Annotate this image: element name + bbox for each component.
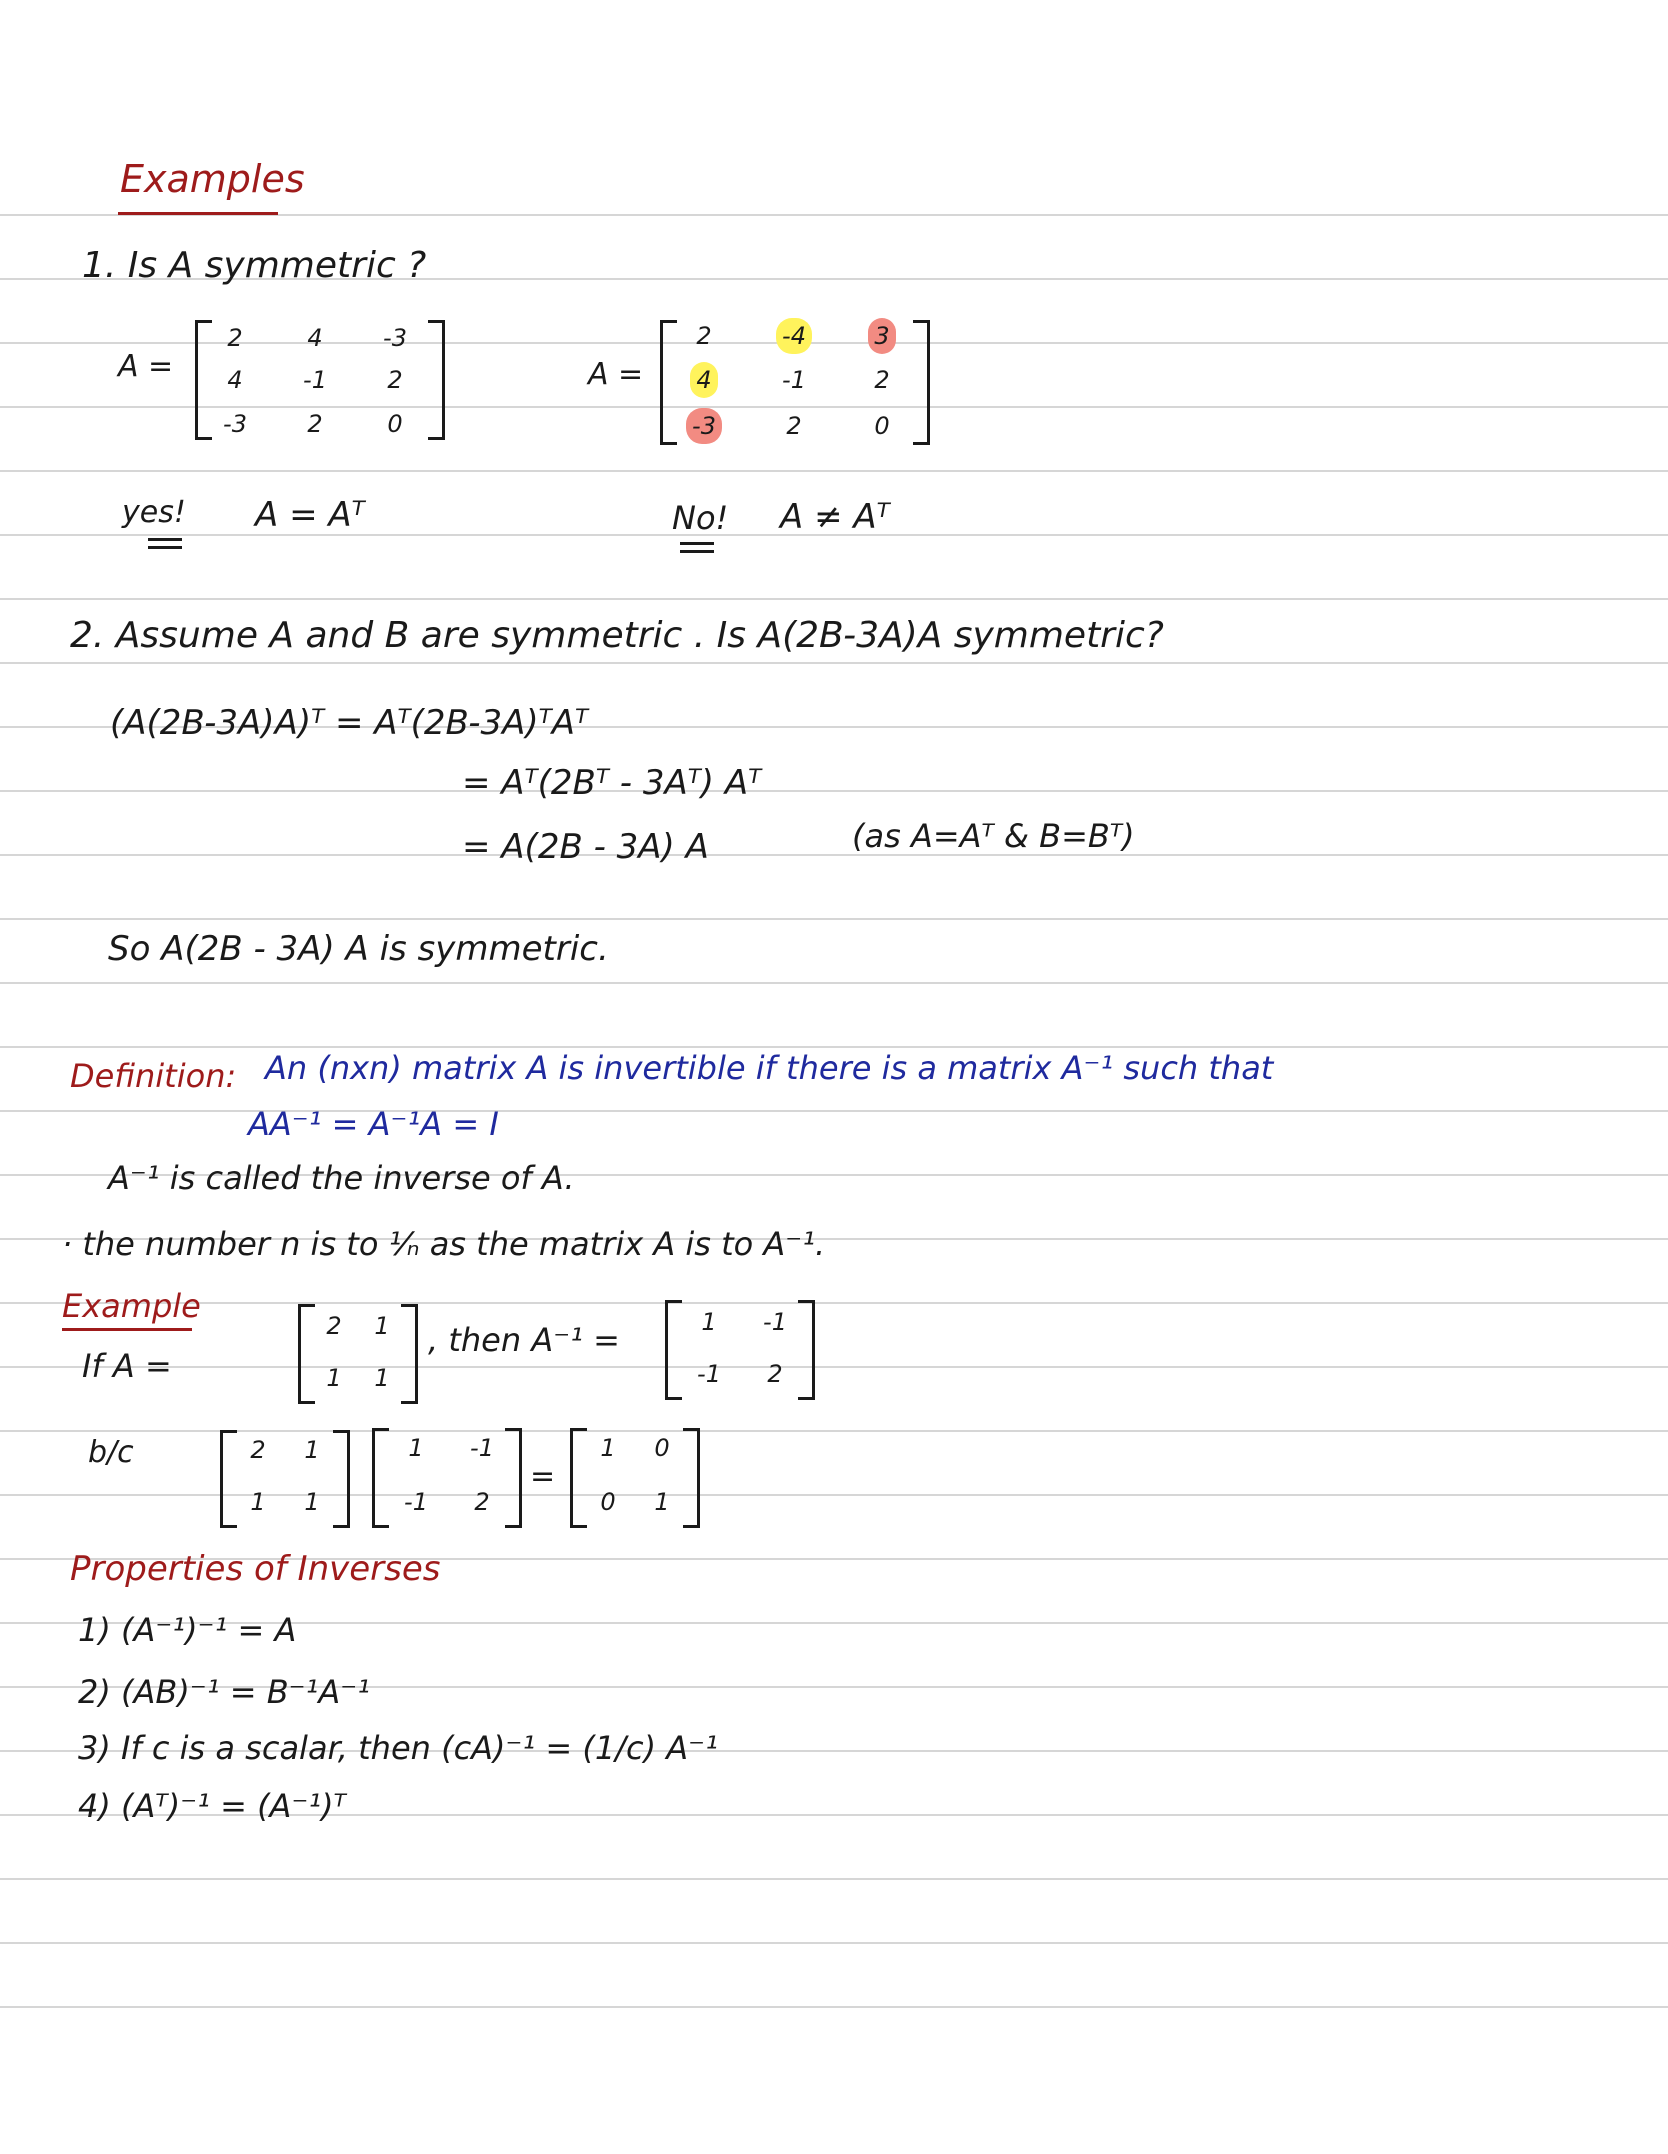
matrix-cell: -1 (404, 1488, 428, 1516)
matrix-right (660, 320, 930, 445)
matrix-cell: 1 (374, 1364, 390, 1392)
no-underline-2 (680, 550, 714, 553)
ex1-right-lhs: A = (588, 357, 644, 392)
matrix-cell: 1 (374, 1312, 390, 1340)
matrix-cell: 2 (786, 412, 802, 440)
yes-underline-2 (148, 546, 182, 549)
matrix-cell: 0 (387, 410, 403, 438)
matrix-cell: 0 (654, 1434, 670, 1462)
matrix-cell: 0 (600, 1488, 616, 1516)
matrix-cell: 4 (307, 324, 323, 352)
matrix-cell: 4 (227, 366, 243, 394)
property-item: 1) (A⁻¹)⁻¹ = A (78, 1611, 297, 1649)
matrix-cell: 1 (701, 1308, 717, 1336)
example2-if: If A = (82, 1347, 172, 1385)
matrix-cell: 1 (408, 1434, 424, 1462)
definition-equation: AA⁻¹ = A⁻¹A = I (248, 1105, 499, 1143)
check-matrix-b (372, 1428, 522, 1528)
matrix-cell: 2 (474, 1488, 490, 1516)
ex1-left-lhs: A = (118, 349, 174, 384)
ex1-question: 1. Is A symmetric ? (82, 245, 427, 286)
matrix-cell: -3 (383, 324, 407, 352)
ex2-reason: (as A=Aᵀ & B=Bᵀ) (852, 817, 1135, 855)
examples-heading: Examples (120, 157, 305, 201)
analogy-note: · the number n is to ¹⁄ₙ as the matrix A is to A⁻¹. (62, 1225, 826, 1263)
example2-heading-underline (62, 1328, 192, 1331)
ex2-line3: = A(2B - 3A) A (462, 827, 709, 867)
matrix-cell: 1 (326, 1364, 342, 1392)
matrix-cell: 1 (250, 1488, 266, 1516)
matrix-cell: -1 (697, 1360, 721, 1388)
yes-underline-1 (148, 538, 182, 541)
matrix-cell: 1 (600, 1434, 616, 1462)
matrix-cell: 4 (674, 368, 734, 392)
matrix-cell: 2 (387, 366, 403, 394)
matrix-cell: -1 (782, 366, 806, 394)
check-equals: = (530, 1459, 556, 1494)
definition-text: An (nxn) matrix A is invertible if there is a matrix A⁻¹ such that (265, 1049, 1274, 1087)
matrix-a (298, 1304, 418, 1404)
property-item: 2) (AB)⁻¹ = B⁻¹A⁻¹ (78, 1673, 370, 1711)
yes-word: yes! (122, 495, 186, 530)
matrix-cell: 0 (874, 412, 890, 440)
matrix-cell: 3 (852, 324, 912, 348)
definition-label: Definition: (70, 1057, 237, 1095)
ex2-line1: (A(2B-3A)A)ᵀ = Aᵀ(2B-3A)ᵀAᵀ (110, 703, 589, 743)
matrix-cell: 1 (304, 1436, 320, 1464)
matrix-cell: 1 (654, 1488, 670, 1516)
no-relation: A ≠ Aᵀ (780, 497, 890, 537)
no-word: No! (672, 499, 729, 537)
no-underline-1 (680, 542, 714, 545)
matrix-cell: 2 (250, 1436, 266, 1464)
matrix-cell: -1 (470, 1434, 494, 1462)
example2-then: , then A⁻¹ = (428, 1321, 620, 1359)
property-item: 3) If c is a scalar, then (cA)⁻¹ = (1/c) A⁻¹ (78, 1729, 718, 1767)
matrix-cell: -4 (764, 324, 824, 348)
properties-heading: Properties of Inverses (70, 1549, 441, 1589)
examples-heading-underline (118, 212, 278, 215)
inverse-note: A⁻¹ is called the inverse of A. (108, 1159, 575, 1197)
matrix-cell: -1 (763, 1308, 787, 1336)
ex2-conclusion: So A(2B - 3A) A is symmetric. (108, 929, 609, 969)
matrix-cell: 2 (767, 1360, 783, 1388)
matrix-cell: 2 (326, 1312, 342, 1340)
ex2-question: 2. Assume A and B are symmetric . Is A(2B-3A)A symmetric? (70, 615, 1164, 656)
matrix-cell: -3 (223, 410, 247, 438)
matrix-cell: -1 (303, 366, 327, 394)
matrix-cell: 2 (874, 366, 890, 394)
matrix-inverse (665, 1300, 815, 1400)
bc-label: b/c (88, 1435, 134, 1470)
matrix-cell: 1 (304, 1488, 320, 1516)
matrix-cell: 2 (227, 324, 243, 352)
check-matrix-a (220, 1430, 350, 1528)
matrix-cell: 2 (696, 322, 712, 350)
matrix-cell: 2 (307, 410, 323, 438)
matrix-cell: -3 (674, 414, 734, 438)
matrix-left (195, 320, 445, 440)
identity-matrix (570, 1428, 700, 1528)
yes-relation: A = Aᵀ (255, 495, 365, 535)
ex2-line2: = Aᵀ(2Bᵀ - 3Aᵀ) Aᵀ (462, 763, 762, 803)
example2-heading: Example (62, 1287, 201, 1325)
property-item: 4) (Aᵀ)⁻¹ = (A⁻¹)ᵀ (78, 1787, 346, 1825)
